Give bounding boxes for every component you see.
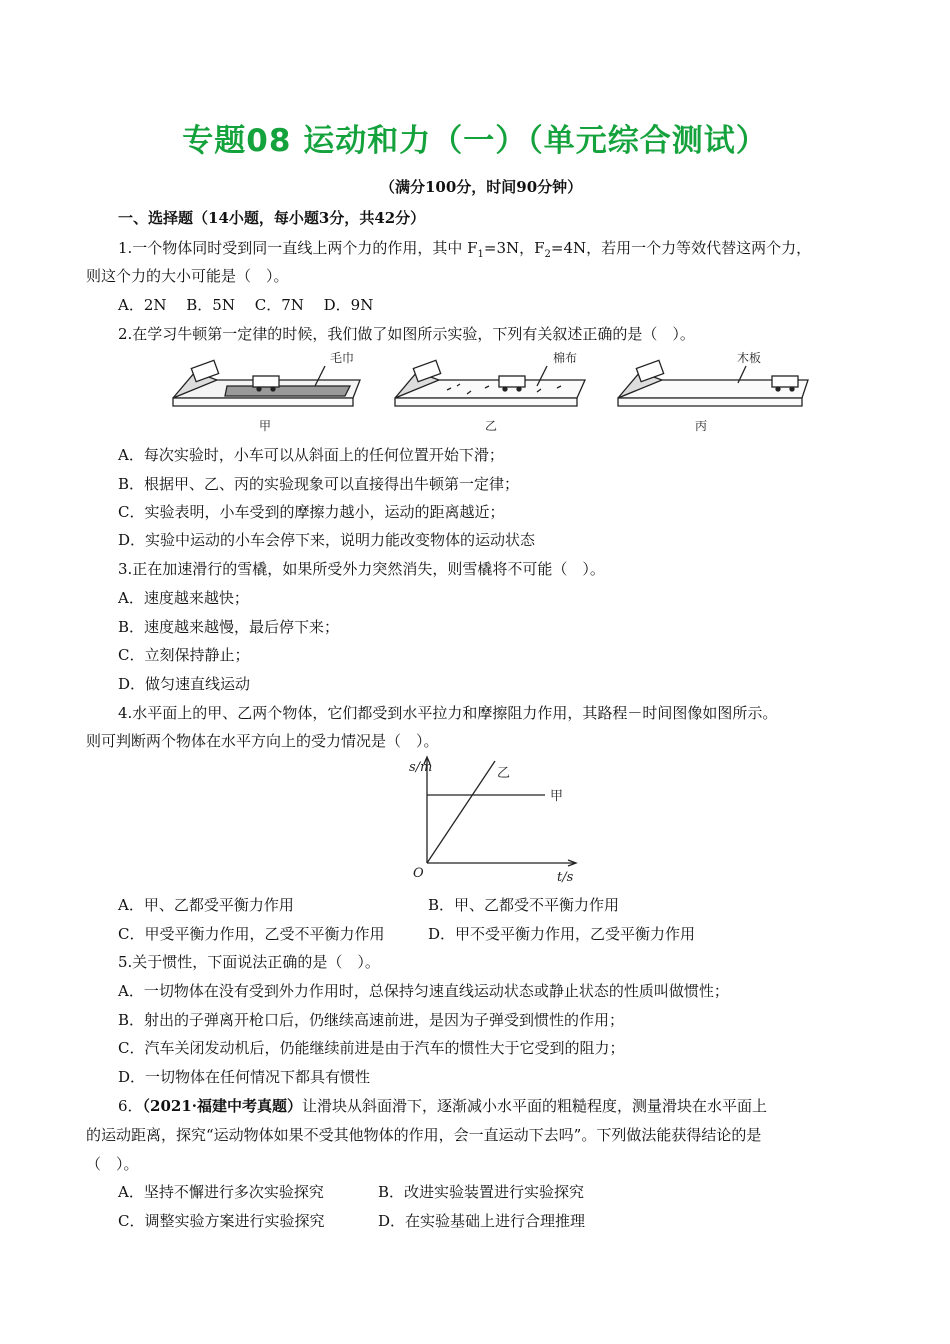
question-2-option-c: C．实验表明，小车受到的摩擦力越小，运动的距离越近； [118,503,505,521]
question-3-option-d: D．做匀速直线运动 [118,675,251,693]
question-6-stem-line2: 的运动距离，探究“运动物体如果不受其他物体的作用，会一直运动下去吗”。下列做法能获得结论的是 [86,1126,762,1144]
y-axis-label: s/m [409,760,433,775]
fig-label-cotton: 棉布 [553,351,578,365]
question-2-option-a: A．每次实验时，小车可以从斜面上的任何位置开始下滑； [118,446,504,464]
fig-label-wood: 木板 [737,351,762,365]
page-subtitle: （满分100分，时间90分钟） [380,178,583,196]
q6-source: （2021·福建中考真题） [142,1097,303,1115]
fig-caption-jia: 甲 [259,419,272,433]
q1-f2-subscript: 2 [544,249,551,260]
question-6-stem-line3: （ ）。 [86,1155,139,1173]
question-5-option-d: D．一切物体在任何情况下都具有惯性 [118,1068,371,1086]
question-4-option-c: C．甲受平衡力作用，乙受不平衡力作用 [118,925,385,943]
question-6-option-d: D．在实验基础上进行合理推理 [378,1212,586,1230]
line-jia-label: 甲 [550,789,564,804]
question-2-option-d: D．实验中运动的小车会停下来，说明力能改变物体的运动状态 [118,531,536,549]
line-yi [427,761,495,863]
line-yi-label: 乙 [497,766,511,781]
section-heading: 一、选择题（14小题，每小题3分，共42分） [118,209,426,227]
question-6-option-b: B．改进实验装置进行实验探究 [378,1183,585,1201]
q1-f1-subscript: 1 [477,249,484,260]
question-5-option-b: B．射出的子弹离开枪口后，仍继续高速前进，是因为子弹受到惯性的作用； [118,1011,625,1029]
fig-caption-yi: 乙 [485,419,498,433]
question-1-options: A．2N B．5N C．7N D．9N [118,296,374,314]
question-2-stem: 2.在学习牛顿第一定律的时候，我们做了如图所示实验，下列有关叙述正确的是（ ）。 [118,325,695,343]
question-3-option-b: B．速度越来越慢，最后停下来； [118,618,340,636]
page-title: 专题08 运动和力（一）（单元综合测试） [182,123,768,159]
question-2-option-b: B．根据甲、乙、丙的实验现象可以直接得出牛顿第一定律； [118,475,520,493]
x-axis-label: t/s [557,870,574,885]
q1-text-b: =3N，F [483,239,545,257]
fig-caption-bing: 丙 [695,419,708,433]
question-3-option-a: A．速度越来越快； [118,589,249,607]
question-5-option-a: A．一切物体在没有受到外力作用时，总保持匀速直线运动状态或静止状态的性质叫做惯性； [118,982,729,1000]
origin-label: O [413,866,424,881]
question-6-option-c: C．调整实验方案进行实验探究 [118,1212,325,1230]
question-4-option-b: B．甲、乙都受不平衡力作用 [428,896,620,914]
question-4-graph [405,755,595,887]
fig-label-towel: 毛巾 [330,351,355,365]
question-1-stem-line2: 则这个力的大小可能是（ ）。 [86,267,289,285]
question-5-option-c: C．汽车关闭发动机后，仍能继续前进是由于汽车的惯性大于它受到的阻力； [118,1039,625,1057]
question-4-stem-line2: 则可判断两个物体在水平方向上的受力情况是（ ）。 [86,732,439,750]
q6-text: 让滑块从斜面滑下，逐渐减小水平面的粗糙程度，测量滑块在水平面上 [302,1097,768,1115]
question-5-stem: 5.关于惯性，下面说法正确的是（ ）。 [118,953,380,971]
question-6-option-a: A．坚持不懈进行多次实验探究 [118,1183,324,1201]
question-3-stem: 3.正在加速滑行的雪橇，如果所受外力突然消失，则雪橇将不可能（ ）。 [118,560,605,578]
question-3-option-c: C．立刻保持静止； [118,646,250,664]
inclined-plane-experiment-illustration [165,350,815,435]
question-4-option-a: A．甲、乙都受平衡力作用 [118,896,294,914]
q1-text-a: 1.一个物体同时受到同一直线上两个力的作用，其中 F [118,239,478,257]
question-4-stem: 4.水平面上的甲、乙两个物体，它们都受到水平拉力和摩擦阻力作用，其路程－时间图像如图所示。 [118,704,778,722]
question-4-option-d: D．甲不受平衡力作用，乙受平衡力作用 [428,925,696,943]
question-6-stem [118,1096,767,1116]
q1-text-c: =4N，若用一个力等效代替这两个力， [550,239,812,257]
distance-time-graph [405,755,595,887]
q6-number: 6． [118,1097,143,1115]
question-1-stem [118,238,811,265]
question-2-figure [165,350,815,435]
